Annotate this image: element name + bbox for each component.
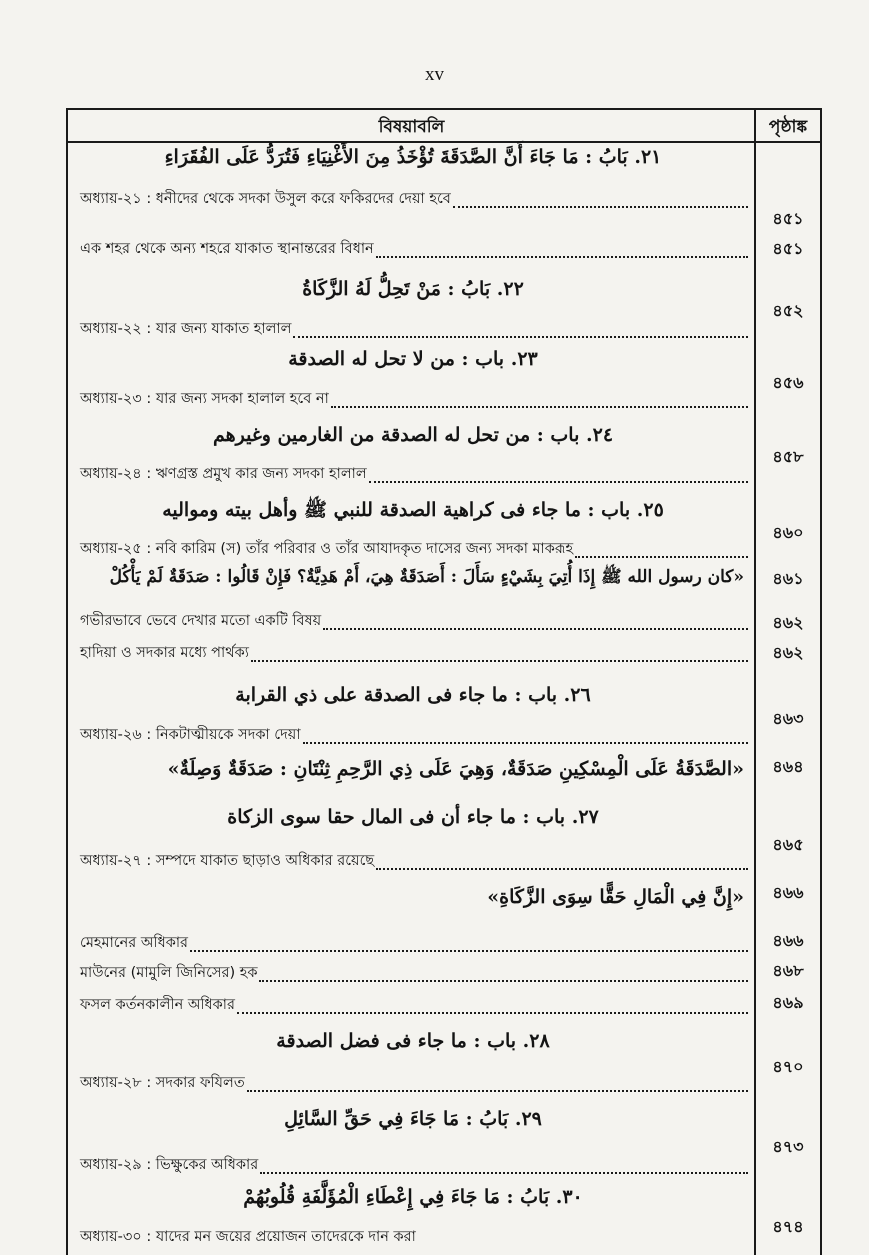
arabic-heading: ٢٣. باب : من لا تحل له الصدقة <box>288 348 538 370</box>
entry-text: ফসল কর্তনকালীন অধিকার <box>80 997 235 1013</box>
entry-text: অধ্যায়-২১ : ধনীদের থেকে সদকা উসুল করে ফকিরদের দেয়া হবে <box>80 191 451 207</box>
entry-page: ৪৬০ <box>772 523 804 542</box>
arabic-heading: ٢٤. باب : من تحل له الصدقة من الغارمين وغيرهم <box>212 424 614 446</box>
entry-page: ৪৫২ <box>772 301 804 320</box>
entry-text: অধ্যায়-২৪ : ঋণগ্রস্ত প্রমুখ কার জন্য সদকা হালাল <box>80 466 367 482</box>
entry-page: ৪৬৯ <box>772 993 804 1012</box>
entry-page: ৪৭৪ <box>772 1217 804 1236</box>
entry-text: অধ্যায়-২৬ : নিকটাত্মীয়কে সদকা দেয়া <box>80 727 301 743</box>
arabic-heading: ٢٩. بَابُ : مَا جَاءَ فِي حَقِّ السَّائِلِ <box>284 1108 542 1130</box>
page-number: xv <box>425 64 444 85</box>
arabic-entry-text: «كان رسول الله ﷺ إِذَا أُتِيَ بِشَيْءٍ سَأَلَ : أَصَدَقَةٌ هِيَ، أَمْ هَدِيَّةٌ؟ فَإِنْ قَالُوا : صَدَقَةٌ لَمْ يَأْكُلْ <box>109 567 744 587</box>
entry-text: অধ্যায়-৩০ : যাদের মন জয়ের প্রয়োজন তাদেরকে দান করা <box>80 1229 416 1245</box>
leader-dots <box>369 480 748 483</box>
entry-page: ৪৬৮ <box>772 961 804 980</box>
arabic-heading: ٢١. بَابُ : مَا جَاءَ أَنَّ الصَّدَقَةَ تُؤْخَذُ مِنَ الأَغْنِيَاءِ فَتُرَدُّ عَلَى الفُقَرَاءِ <box>164 146 662 168</box>
arabic-heading: ٢٢. بَابُ : مَنْ تَحِلُّ لَهُ الزَّكَاةُ <box>302 278 524 300</box>
leader-dots <box>376 255 748 258</box>
entry-page: ৪৫১ <box>772 239 804 258</box>
entry-text: অধ্যায়-২৮ : সদকার ফযিলত <box>80 1075 245 1091</box>
leader-dots <box>247 1089 748 1092</box>
subject-column-header: বিষয়াবলি <box>378 117 445 137</box>
entry-page: ৪৬৬ <box>772 931 804 950</box>
leader-dots <box>376 867 748 870</box>
column-divider <box>754 110 756 1255</box>
page-column-header: পৃষ্ঠাঙ্ক <box>768 117 808 137</box>
entry-text: হাদিয়া ও সদকার মধ্যে পার্থক্য <box>80 645 249 661</box>
entry-page: ৪৬৫ <box>772 835 804 854</box>
entry-text: মেহমানের অধিকার <box>80 935 189 951</box>
entry-page: ৪৭০ <box>772 1057 804 1076</box>
entry-page: ৪৭৩ <box>772 1137 804 1156</box>
entry-text: অধ্যায়-২৭ : সম্পদে যাকাত ছাড়াও অধিকার রয়েছে <box>80 853 375 869</box>
table-of-contents <box>66 108 822 1255</box>
leader-dots <box>260 1171 748 1174</box>
entry-page: ৪৬৪ <box>772 757 804 776</box>
entry-page: ৪৬২ <box>772 643 804 662</box>
leader-dots <box>453 205 748 208</box>
entry-page: ৪৬৬ <box>772 883 804 902</box>
arabic-heading: ٢٦. باب : ما جاء فى الصدقة على ذي القرابة <box>235 684 591 706</box>
entry-page: ৪৫৬ <box>772 373 804 392</box>
leader-dots <box>190 949 748 952</box>
entry-text: গভীরভাবে ভেবে দেখার মতো একটি বিষয় <box>80 613 322 629</box>
leader-dots <box>251 659 748 662</box>
arabic-heading: ٢٨. باب : ما جاء فى فضل الصدقة <box>276 1030 550 1052</box>
entry-text: মাউনের (মামুলি জিনিসের) হক <box>80 965 258 981</box>
leader-dots <box>575 555 748 558</box>
leader-dots <box>237 1011 748 1014</box>
entry-text: অধ্যায়-২২ : যার জন্য যাকাত হালাল <box>80 321 292 337</box>
leader-dots <box>303 741 748 744</box>
entry-page: ৪৫১ <box>772 209 804 228</box>
entry-text: অধ্যায়-২৫ : নবি কারিম (স) তাঁর পরিবার ও তাঁর আযাদকৃত দাসের জন্য সদকা মাকরূহ <box>80 541 574 557</box>
arabic-entry-text: «إِنَّ فِي الْمَالِ حَقًّا سِوَى الزَّكَاةِ» <box>487 886 744 908</box>
entry-text: এক শহর থেকে অন্য শহরে যাকাত স্থানান্তরের বিধান <box>80 241 374 257</box>
entry-page: ৪৬১ <box>772 569 804 588</box>
entry-page: ৪৫৮ <box>772 447 804 466</box>
leader-dots <box>293 335 748 338</box>
toc-header <box>68 110 820 143</box>
entry-text: অধ্যায়-২৯ : ভিক্ষুকের অধিকার <box>80 1157 259 1173</box>
leader-dots <box>331 405 748 408</box>
arabic-heading: ٢٧. باب : ما جاء أن فى المال حقا سوى الزكاة <box>227 806 599 828</box>
leader-dots <box>323 627 748 630</box>
arabic-heading: ٣٠. بَابُ : مَا جَاءَ فِي إِعْطَاءِ الْمُؤَلَّفَةِ قُلُوبُهُمْ <box>243 1186 583 1208</box>
entry-text: অধ্যায়-২৩ : যার জন্য সদকা হালাল হবে না <box>80 391 329 407</box>
leader-dots <box>259 979 748 982</box>
entry-page: ৪৬২ <box>772 613 804 632</box>
entry-page: ৪৬৩ <box>772 709 804 728</box>
arabic-entry-text: «الصَّدَقَةُ عَلَى الْمِسْكِينِ صَدَقَةٌ، وَهِيَ عَلَى ذِي الرَّحِمِ ثِنْتَانِ : صَدَقَةٌ وَصِلَةٌ» <box>167 758 744 780</box>
arabic-heading: ٢٥. باب : ما جاء فى كراهية الصدقة للنبي ﷺ وأهل بيته ومواليه <box>162 499 664 521</box>
